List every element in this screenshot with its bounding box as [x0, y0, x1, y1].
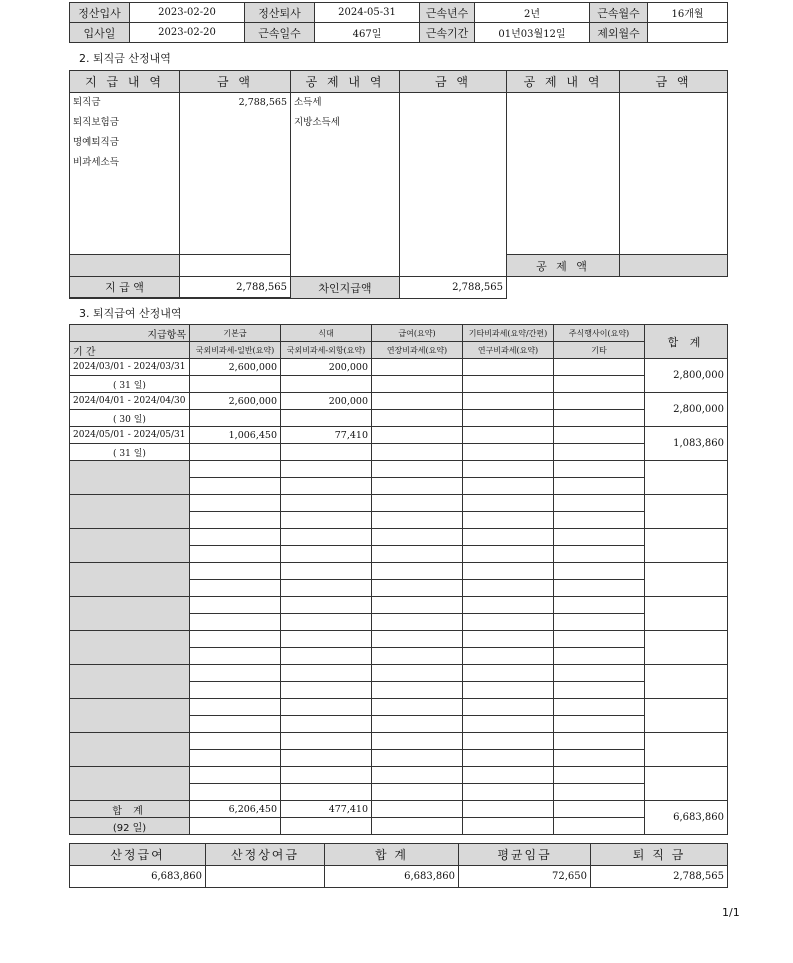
period-2-c4 — [463, 393, 554, 410]
e7b — [281, 563, 372, 580]
e8i — [463, 614, 554, 631]
e8g — [281, 614, 372, 631]
period-1-d3 — [372, 376, 463, 393]
col-basic-pay: 기본급 — [190, 325, 281, 342]
e6a — [190, 529, 281, 546]
e10b — [281, 665, 372, 682]
empty-period-12 — [70, 733, 190, 767]
e6h — [372, 546, 463, 563]
sum-d1 — [190, 818, 281, 835]
period-2-d1 — [190, 410, 281, 427]
e5f — [190, 512, 281, 529]
summary-header-row — [70, 844, 728, 866]
e11g — [281, 716, 372, 733]
e13e — [554, 767, 645, 784]
period-3-basic: 1,006,450 — [190, 427, 281, 444]
e13t — [645, 767, 728, 801]
empty-row-6-top — [70, 529, 728, 546]
e12j — [554, 750, 645, 767]
e13c — [372, 767, 463, 784]
e6t — [645, 529, 728, 563]
period-2-c5 — [554, 393, 645, 410]
period-2-d4 — [463, 410, 554, 427]
e8e — [554, 597, 645, 614]
e12e — [554, 733, 645, 750]
service-months-label: 근속월수 — [590, 3, 648, 23]
e5i — [463, 512, 554, 529]
e13j — [554, 784, 645, 801]
e6c — [372, 529, 463, 546]
severance-header: 퇴 직 금 — [591, 844, 728, 866]
summary-total-header: 합 계 — [325, 844, 459, 866]
e5g — [281, 512, 372, 529]
col-other: 기타 — [554, 342, 645, 359]
sum-d4 — [463, 818, 554, 835]
e12t — [645, 733, 728, 767]
e7e — [554, 563, 645, 580]
section3-header-top — [70, 325, 728, 342]
e10g — [281, 682, 372, 699]
period-row-1-bottom — [70, 376, 728, 393]
e6i — [463, 546, 554, 563]
period-3-c4 — [463, 427, 554, 444]
empty-row-9-top — [70, 631, 728, 648]
e8c — [372, 597, 463, 614]
period-3-d5 — [554, 444, 645, 461]
e7a — [190, 563, 281, 580]
e8h — [372, 614, 463, 631]
deduct-total-value — [620, 255, 728, 277]
sum-d5 — [554, 818, 645, 835]
e6j — [554, 546, 645, 563]
deduct-items-list — [291, 93, 400, 277]
e10j — [554, 682, 645, 699]
e9a — [190, 631, 281, 648]
e6e — [554, 529, 645, 546]
period-3-d2 — [281, 444, 372, 461]
pay-amounts-list — [180, 93, 291, 255]
info-row-2 — [70, 23, 728, 43]
period-3-c5 — [554, 427, 645, 444]
service-period-value: 01년03월12일 — [475, 23, 590, 43]
empty-row-7-top — [70, 563, 728, 580]
e13d — [463, 767, 554, 784]
e9f — [190, 648, 281, 665]
avg-wage-header: 평균임금 — [459, 844, 591, 866]
pay-total-label: 지 급 액 — [70, 277, 180, 298]
period-3-meal: 77,410 — [281, 427, 372, 444]
hire-date-value: 2023-02-20 — [130, 23, 245, 43]
sum-total: 6,683,860 — [645, 801, 728, 835]
e10a — [190, 665, 281, 682]
period-1-range: 2024/03/01 - 2024/03/31 — [70, 359, 190, 376]
severance-value: 2,788,565 — [591, 866, 728, 888]
page-number: 1/1 — [722, 906, 740, 919]
empty-row-10-top — [70, 665, 728, 682]
e10h — [372, 682, 463, 699]
e6b — [281, 529, 372, 546]
period-2-meal: 200,000 — [281, 393, 372, 410]
empty-period-5 — [70, 495, 190, 529]
section2-body-row — [70, 93, 728, 255]
e12c — [372, 733, 463, 750]
e4f — [190, 478, 281, 495]
empty-period-13 — [70, 767, 190, 801]
empty-period-11 — [70, 699, 190, 733]
employment-info-table — [69, 2, 728, 43]
e5t — [645, 495, 728, 529]
pay-item-insurance: 퇴직보험금 — [73, 117, 119, 128]
col-meal: 식대 — [281, 325, 372, 342]
period-row-3-top — [70, 427, 728, 444]
e9j — [554, 648, 645, 665]
e9b — [281, 631, 372, 648]
e11h — [372, 716, 463, 733]
e6f — [190, 546, 281, 563]
pay-amount-severance: 2,788,565 — [238, 97, 287, 108]
e8b — [281, 597, 372, 614]
e7d — [463, 563, 554, 580]
e6g — [281, 546, 372, 563]
calc-bonus-value — [206, 866, 325, 888]
period-1-days: ( 31 일) — [70, 376, 190, 393]
period-2-total: 2,800,000 — [645, 393, 728, 427]
retirement-pay-table — [69, 324, 728, 835]
period-3-total: 1,083,860 — [645, 427, 728, 461]
e13b — [281, 767, 372, 784]
period-2-days: ( 30 일) — [70, 410, 190, 427]
e12b — [281, 733, 372, 750]
period-2-c3 — [372, 393, 463, 410]
period-corner: 기 간 — [70, 342, 190, 359]
e9c — [372, 631, 463, 648]
e10c — [372, 665, 463, 682]
empty-row-13-top — [70, 767, 728, 784]
pay-total-row — [69, 276, 291, 298]
net-pay-value: 2,788,565 — [400, 277, 507, 299]
col-stock-option: 주식행사이(요약) — [554, 325, 645, 342]
period-3-c3 — [372, 427, 463, 444]
e7f — [190, 580, 281, 597]
deduct-amounts-list — [400, 93, 507, 277]
avg-wage-value: 72,650 — [459, 866, 591, 888]
e4a — [190, 461, 281, 478]
deduct-amount-header-2: 금 액 — [620, 71, 728, 93]
e4e — [554, 461, 645, 478]
e7i — [463, 580, 554, 597]
pay-items-header: 지 급 내 역 — [70, 71, 180, 93]
e4c — [372, 461, 463, 478]
sum-basic: 6,206,450 — [190, 801, 281, 818]
calc-salary-value: 6,683,860 — [70, 866, 206, 888]
period-2-range: 2024/04/01 - 2024/04/30 — [70, 393, 190, 410]
e5c — [372, 495, 463, 512]
e11b — [281, 699, 372, 716]
empty-row-5-top — [70, 495, 728, 512]
sum-row-bottom — [70, 818, 728, 835]
e12i — [463, 750, 554, 767]
period-1-total: 2,800,000 — [645, 359, 728, 393]
service-months-value: 16개월 — [648, 3, 728, 23]
e8a — [190, 597, 281, 614]
deduct-amounts-list-2 — [620, 93, 728, 255]
pay-items-corner: 지급항목 — [70, 325, 190, 342]
col-overseas-ship: 국외비과세-외항(요약) — [281, 342, 372, 359]
period-1-d2 — [281, 376, 372, 393]
e4h — [372, 478, 463, 495]
calc-salary-header: 산정급여 — [70, 844, 206, 866]
e11a — [190, 699, 281, 716]
period-3-range: 2024/05/01 - 2024/05/31 — [70, 427, 190, 444]
deduct-item-income-tax: 소득세 — [294, 97, 322, 108]
empty-period-10 — [70, 665, 190, 699]
period-1-c4 — [463, 359, 554, 376]
summary-table — [69, 843, 728, 888]
service-days-label: 근속일수 — [245, 23, 315, 43]
excluded-months-label: 제외월수 — [590, 23, 648, 43]
info-row-1 — [70, 3, 728, 23]
col-salary-summary: 급여(요약) — [372, 325, 463, 342]
sum-c3 — [372, 801, 463, 818]
period-2-d3 — [372, 410, 463, 427]
period-1-d1 — [190, 376, 281, 393]
col-other-nontax: 기타비과세(요약/간편) — [463, 325, 554, 342]
e9g — [281, 648, 372, 665]
period-3-days: ( 31 일) — [70, 444, 190, 461]
hire-date-settle-value: 2023-02-20 — [130, 3, 245, 23]
period-1-meal: 200,000 — [281, 359, 372, 376]
empty-row-8-top — [70, 597, 728, 614]
e10d — [463, 665, 554, 682]
e7j — [554, 580, 645, 597]
service-period-label: 근속기간 — [420, 23, 475, 43]
period-2-basic: 2,600,000 — [190, 393, 281, 410]
section2-header-row — [70, 71, 728, 93]
calc-bonus-header: 산정상여금 — [206, 844, 325, 866]
period-3-d3 — [372, 444, 463, 461]
excluded-months-value — [648, 23, 728, 43]
e9i — [463, 648, 554, 665]
e13i — [463, 784, 554, 801]
period-1-c3 — [372, 359, 463, 376]
hire-date-label: 입사일 — [70, 23, 130, 43]
empty-period-7 — [70, 563, 190, 597]
deduct-amount-header: 금 액 — [400, 71, 507, 93]
service-years-value: 2년 — [475, 3, 590, 23]
e10i — [463, 682, 554, 699]
sum-c5 — [554, 801, 645, 818]
e8d — [463, 597, 554, 614]
period-1-d4 — [463, 376, 554, 393]
e11j — [554, 716, 645, 733]
period-1-d5 — [554, 376, 645, 393]
sum-d3 — [372, 818, 463, 835]
e4b — [281, 461, 372, 478]
pay-item-severance: 퇴직금 — [73, 97, 101, 108]
pay-amount-header: 금 액 — [180, 71, 291, 93]
empty-period-8 — [70, 597, 190, 631]
e5d — [463, 495, 554, 512]
period-1-c5 — [554, 359, 645, 376]
service-years-label: 근속년수 — [420, 3, 475, 23]
section2-title: 2. 퇴직금 산정내역 — [79, 52, 171, 65]
e13h — [372, 784, 463, 801]
summary-value-row — [70, 866, 728, 888]
period-2-d2 — [281, 410, 372, 427]
sum-meal: 477,410 — [281, 801, 372, 818]
e7t — [645, 563, 728, 597]
e8t — [645, 597, 728, 631]
e9t — [645, 631, 728, 665]
e11i — [463, 716, 554, 733]
empty-period-4 — [70, 461, 190, 495]
summary-total-value: 6,683,860 — [325, 866, 459, 888]
net-pay-label: 차인지급액 — [291, 277, 400, 299]
e11d — [463, 699, 554, 716]
e7h — [372, 580, 463, 597]
e5b — [281, 495, 372, 512]
empty-period-6 — [70, 529, 190, 563]
e4i — [463, 478, 554, 495]
sum-days: (92 일) — [70, 818, 190, 835]
empty-period-9 — [70, 631, 190, 665]
col-overtime-nontax: 연장비과세(요약) — [372, 342, 463, 359]
empty-row-4-top — [70, 461, 728, 478]
e4t — [645, 461, 728, 495]
e12g — [281, 750, 372, 767]
e12d — [463, 733, 554, 750]
empty-row-12-top — [70, 733, 728, 750]
deduct-items-header: 공 제 내 역 — [291, 71, 400, 93]
empty-row-11-top — [70, 699, 728, 716]
e11f — [190, 716, 281, 733]
deduct-total-label: 공 제 액 — [507, 255, 620, 277]
period-row-3-bottom — [70, 444, 728, 461]
pay-item-honorary: 명예퇴직금 — [73, 137, 119, 148]
period-row-2-top — [70, 393, 728, 410]
e6d — [463, 529, 554, 546]
period-row-1-top — [70, 359, 728, 376]
e13a — [190, 767, 281, 784]
sum-d2 — [281, 818, 372, 835]
e8f — [190, 614, 281, 631]
e9e — [554, 631, 645, 648]
e13g — [281, 784, 372, 801]
deduct-items-header-2: 공 제 내 역 — [507, 71, 620, 93]
sum-c4 — [463, 801, 554, 818]
period-3-d1 — [190, 444, 281, 461]
section3-title: 3. 퇴직급여 산정내역 — [79, 307, 182, 320]
period-1-basic: 2,600,000 — [190, 359, 281, 376]
e7g — [281, 580, 372, 597]
e7c — [372, 563, 463, 580]
deduct-item-local-tax: 지방소득세 — [294, 117, 340, 128]
pay-items-list — [70, 93, 180, 255]
e5h — [372, 512, 463, 529]
deduct-items-list-2 — [507, 93, 620, 255]
pay-item-nontaxable: 비과세소득 — [73, 157, 119, 168]
col-research-nontax: 연구비과세(요약) — [463, 342, 554, 359]
hire-date-settle-label: 정산입사 — [70, 3, 130, 23]
e10e — [554, 665, 645, 682]
e9h — [372, 648, 463, 665]
period-2-d5 — [554, 410, 645, 427]
e12a — [190, 733, 281, 750]
e5a — [190, 495, 281, 512]
sum-row-top — [70, 801, 728, 818]
e4j — [554, 478, 645, 495]
period-row-2-bottom — [70, 410, 728, 427]
severance-calc-table — [69, 70, 728, 299]
e10t — [645, 665, 728, 699]
col-total: 합 계 — [645, 325, 728, 359]
e12f — [190, 750, 281, 767]
e4d — [463, 461, 554, 478]
e11c — [372, 699, 463, 716]
e10f — [190, 682, 281, 699]
e11t — [645, 699, 728, 733]
e13f — [190, 784, 281, 801]
e4g — [281, 478, 372, 495]
leave-date-settle-label: 정산퇴사 — [245, 3, 315, 23]
service-days-value: 467일 — [315, 23, 420, 43]
period-3-d4 — [463, 444, 554, 461]
e12h — [372, 750, 463, 767]
e11e — [554, 699, 645, 716]
leave-date-settle-value: 2024-05-31 — [315, 3, 420, 23]
pay-total-value: 2,788,565 — [180, 277, 291, 298]
e8j — [554, 614, 645, 631]
section3-header-bottom — [70, 342, 728, 359]
e5j — [554, 512, 645, 529]
e5e — [554, 495, 645, 512]
col-overseas-general: 국외비과세-일반(요약) — [190, 342, 281, 359]
e9d — [463, 631, 554, 648]
sum-label: 합 계 — [70, 801, 190, 818]
